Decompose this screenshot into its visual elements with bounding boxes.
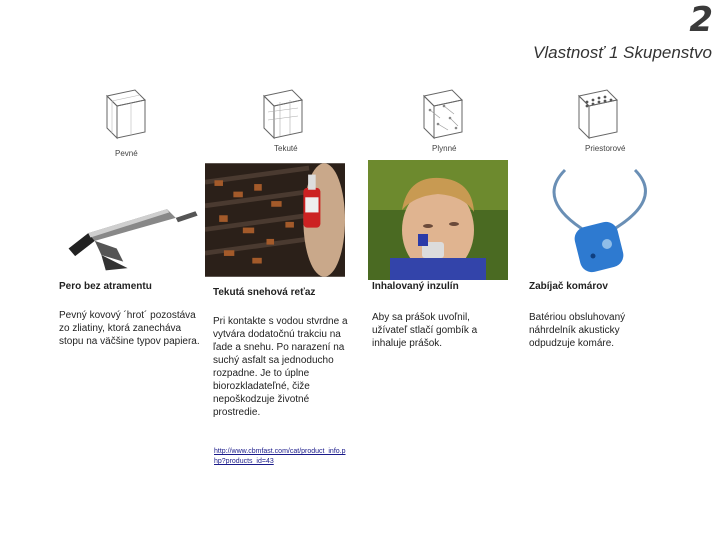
mosquito-necklace-photo bbox=[525, 160, 665, 280]
text-space: Batériou obsluhovaný náhrdelník akusticky odpudzuje komáre. bbox=[529, 312, 626, 349]
state-label-gas: Plynné bbox=[432, 144, 457, 153]
heading-liquid: Tekutá snehová reťaz bbox=[213, 287, 316, 298]
heading-solid: Pero bez atramentu bbox=[59, 281, 152, 292]
gas-cube-icon bbox=[420, 88, 466, 140]
heading-space: Zabíjač komárov bbox=[529, 281, 608, 292]
solid-cube-icon bbox=[103, 88, 149, 140]
product-link[interactable]: http://www.cbmfast.com/cat/product_info.php?products_id=43 bbox=[214, 448, 346, 465]
inhaler-photo bbox=[368, 160, 508, 280]
liquid-cube-icon bbox=[260, 88, 306, 140]
text-solid: Pevný kovový ´hrot´ pozostáva zo zliatiny, ktorá zanecháva stopu na väčšine typov papiera. bbox=[59, 310, 200, 347]
heading-gas: Inhalovaný inzulín bbox=[372, 281, 459, 292]
slide-number: 2 bbox=[689, 0, 712, 40]
tire-photo bbox=[205, 160, 345, 280]
text-liquid: Pri kontakte s vodou stvrdne a vytvára dodatočnú trakciu na ľade a snehu. Po narazení na suchý asfalt sa jednoducho rozpadne. Je to úplne biorozkladateľné, čiže nepoškodzuje životné prostredie. bbox=[213, 316, 348, 418]
space-cube-icon bbox=[575, 88, 621, 140]
state-label-solid: Pevné bbox=[115, 149, 138, 158]
state-label-liquid: Tekuté bbox=[274, 144, 298, 153]
state-label-space: Priestorové bbox=[585, 144, 626, 153]
slide-title: Vlastnosť 1 Skupenstvo bbox=[533, 43, 712, 62]
text-gas: Aby sa prášok uvoľnil, užívateľ stlačí gombík a inhaluje prášok. bbox=[372, 312, 478, 349]
